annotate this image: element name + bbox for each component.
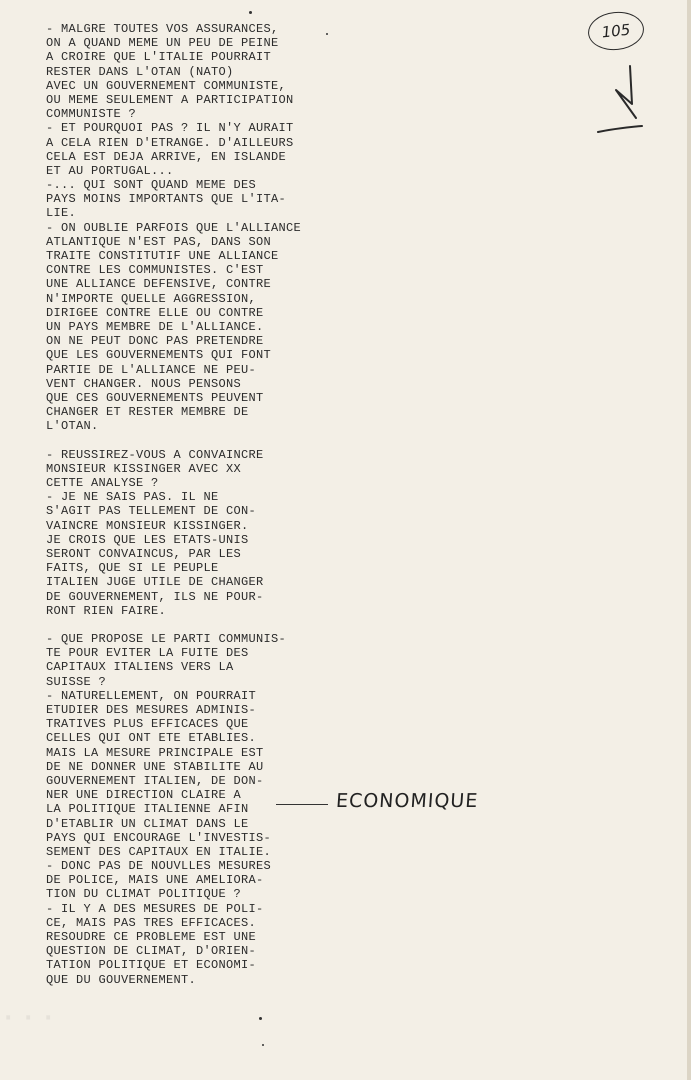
text-line: AVEC UN GOUVERNEMENT COMMUNISTE, [46,78,287,93]
text-line: - QUE PROPOSE LE PARTI COMMUNIS- [46,632,287,647]
paper-edge [687,0,691,1080]
page-number-circle [586,9,646,53]
handwritten-mark-icon [594,60,646,140]
text-line: MAIS LA MESURE PRINCIPALE EST [46,745,264,760]
text-line: A CROIRE QUE L'ITALIE POURRAIT [46,50,272,65]
text-line: QUE LES GOUVERNEMENTS QUI FONT [46,348,272,363]
ink-dot [262,1044,264,1046]
text-line: DE NE DONNER UNE STABILITE AU [46,759,264,774]
text-line: UNE ALLIANCE DEFENSIVE, CONTRE [46,277,272,292]
text-line: DE POLICE, MAIS UNE AMELIORA- [46,873,264,888]
text-line: ON A QUAND MEME UN PEU DE PEINE [46,36,279,51]
text-line: - JE NE SAIS PAS. IL NE [46,490,219,505]
text-line: UN PAYS MEMBRE DE L'ALLIANCE. [46,319,264,334]
text-line: - MALGRE TOUTES VOS ASSURANCES, [46,22,279,36]
text-line: LA POLITIQUE ITALIENNE AFIN [46,802,249,817]
text-line: CELA EST DEJA ARRIVE, EN ISLANDE [46,149,287,164]
text-line: GOUVERNEMENT ITALIEN, DE DON- [46,773,264,788]
text-line: CETTE ANALYSE ? [46,476,159,490]
text-line: TRAITE CONSTITUTIF UNE ALLIANCE [46,249,279,263]
text-line: - IL Y A DES MESURES DE POLI- [46,901,264,916]
text-line: TRATIVES PLUS EFFICACES QUE [46,717,249,732]
text-line: SEMENT DES CAPITAUX EN ITALIE. [46,844,272,859]
text-line: TE POUR EVITER LA FUITE DES [46,646,249,661]
handwritten-correction: ECONOMIQUE [335,790,480,812]
text-line: CAPITAUX ITALIENS VERS LA [46,660,234,675]
text-line: L'OTAN. [46,419,99,434]
text-line: N'IMPORTE QUELLE AGGRESSION, [46,291,257,306]
text-line: A CELA RIEN D'ETRANGE. D'AILLEURS [46,135,294,150]
text-line: -... QUI SONT QUAND MEME DES [46,178,257,193]
text-line: ETUDIER DES MESURES ADMINIS- [46,703,257,717]
correction-pointer-line [276,804,328,805]
watermark: · · · [4,1006,55,1031]
text-line: S'AGIT PAS TELLEMENT DE CON- [46,504,257,519]
text-line: SERONT CONVAINCUS, PAR LES [46,546,242,561]
text-line: QUE CES GOUVERNEMENTS PEUVENT [46,390,264,405]
text-line: ATLANTIQUE N'EST PAS, DANS SON [46,234,272,249]
text-line: JE CROIS QUE LES ETATS-UNIS [46,532,249,547]
text-line: DE GOUVERNEMENT, ILS NE POUR- [46,589,264,604]
text-line: CE, MAIS PAS TRES EFFICACES. [46,915,257,930]
text-line: RESTER DANS L'OTAN (NATO) [46,64,234,79]
text-line: TION DU CLIMAT POLITIQUE ? [46,887,242,902]
text-line: RONT RIEN FAIRE. [46,603,167,618]
text-line: ITALIEN JUGE UTILE DE CHANGER [46,575,264,590]
typed-text-body [46,22,346,987]
text-line: - NATURELLEMENT, ON POURRAIT [46,688,257,703]
text-line: RESOUDRE CE PROBLEME EST UNE [46,930,257,944]
text-line: ET AU PORTUGAL... [46,163,174,178]
ink-dot [249,11,252,14]
text-line: PARTIE DE L'ALLIANCE NE PEU- [46,362,257,377]
text-line: LIE. [46,206,77,221]
text-line: PAYS QUI ENCOURAGE L'INVESTIS- [46,830,272,845]
text-line: VAINCRE MONSIEUR KISSINGER. [46,518,249,533]
text-line: D'ETABLIR UN CLIMAT DANS LE [46,816,249,831]
text-line: DIRIGEE CONTRE ELLE OU CONTRE [46,305,264,320]
text-line: - ON OUBLIE PARFOIS QUE L'ALLIANCE [46,220,302,235]
text-line: FAITS, QUE SI LE PEUPLE [46,561,219,576]
text-line: SUISSE ? [46,674,107,689]
text-line: MONSIEUR KISSINGER AVEC XX [46,461,242,476]
text-line: - REUSSIREZ-VOUS A CONVAINCRE [46,447,264,462]
page-number: 105 [600,20,632,42]
paragraph-gap [46,618,346,632]
paragraph-gap [46,433,346,447]
text-line: - DONC PAS DE NOUVLLES MESURES [46,859,272,874]
text-line: ON NE PEUT DONC PAS PRETENDRE [46,334,264,349]
text-line: VENT CHANGER. NOUS PENSONS [46,376,242,391]
text-line: NER UNE DIRECTION CLAIRE A [46,788,242,803]
text-line: - ET POURQUOI PAS ? IL N'Y AURAIT [46,121,294,136]
text-line: CONTRE LES COMMUNISTES. C'EST [46,263,264,278]
text-line: PAYS MOINS IMPORTANTS QUE L'ITA- [46,192,287,207]
text-line: COMMUNISTE ? [46,107,137,122]
text-line: CELLES QUI ONT ETE ETABLIES. [46,731,257,746]
text-line: OU MEME SEULEMENT A PARTICIPATION [46,92,294,107]
text-line: QUE DU GOUVERNEMENT. [46,972,197,987]
text-line: QUESTION DE CLIMAT, D'ORIEN- [46,944,257,959]
ink-dot [259,1017,262,1020]
text-line: CHANGER ET RESTER MEMBRE DE [46,405,249,420]
text-line: TATION POLITIQUE ET ECONOMI- [46,958,257,973]
